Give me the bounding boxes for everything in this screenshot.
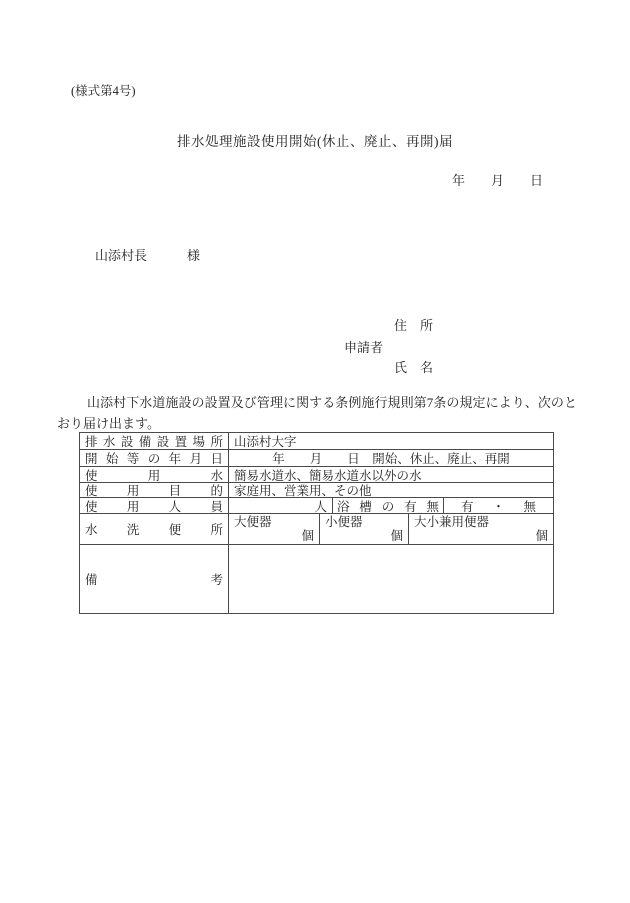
table-row-users-count: [80, 497, 553, 513]
row-label: 排 水 設 備 設 置 場 所: [85, 435, 223, 449]
body-paragraph: 山添村下水道施設の設置及び管理に関する条例施行規則第7条の規定により、次のとおり届け出ます。: [57, 395, 577, 431]
person-count-cell: [229, 498, 333, 513]
row-value-cell: [229, 450, 553, 466]
bathtub-presence-options: 有 ・ 無: [461, 499, 536, 514]
toilet-count-unit: 個: [535, 529, 548, 543]
toilet-type-label: 小便器: [325, 515, 363, 529]
date-line: 年 月 日: [451, 173, 543, 188]
table-row-flush-toilet: [80, 513, 553, 544]
toilet-type-label: 大小兼用便器: [414, 515, 490, 529]
row-label-cell: [80, 545, 229, 613]
bathtub-presence-label: 浴 槽 の 有 無: [337, 499, 439, 514]
applicant-name-label: 氏 名: [394, 360, 434, 375]
form-table: [79, 432, 554, 614]
toilet-cell-combined: [409, 514, 553, 544]
row-value-cell: [229, 498, 553, 513]
toilet-type-label: 大便器: [234, 515, 272, 529]
row-value-cell: [229, 514, 553, 544]
table-row-installation-place: [80, 433, 553, 449]
row-label: 備 考: [85, 573, 223, 587]
addressee-name: 山添村長: [95, 248, 148, 263]
row-value: 家庭用、営業用、その他: [234, 484, 372, 498]
row-value-cell: [229, 433, 553, 449]
toilet-cell-small: [320, 514, 409, 544]
row-label-cell: [80, 450, 229, 466]
toilet-count-unit: 個: [390, 529, 403, 543]
row-label: 開 始 等 の 年 月 日: [85, 452, 223, 466]
row-value: 山添村大字: [234, 435, 297, 449]
table-row-use-purpose: [80, 482, 553, 497]
table-row-remarks: [80, 544, 553, 613]
document-title: 排水処理施設使用開始(休止、廃止、再開)届: [177, 134, 453, 149]
applicant-address-label: 住 所: [394, 318, 434, 333]
person-unit: 人: [314, 499, 327, 514]
form-number: (様式第4号): [71, 84, 136, 98]
row-value: 簡易水道水、簡易水道水以外の水: [234, 468, 422, 483]
row-label: 使 用 水: [85, 468, 223, 483]
row-value-cell: [229, 483, 553, 497]
row-value: 年 月 日 開始、休止、廃止、再開: [272, 452, 510, 466]
bathtub-presence-label-cell: [333, 498, 444, 513]
row-label-cell: [80, 483, 229, 497]
addressee-line: [95, 248, 200, 264]
table-row-water-used: [80, 466, 553, 482]
row-value-cell: [229, 467, 553, 482]
row-label-cell: [80, 433, 229, 449]
row-label: 使 用 目 的: [85, 484, 223, 498]
row-label: 使 用 人 員: [85, 499, 223, 514]
bathtub-presence-options-cell: [444, 498, 553, 513]
row-label-cell: [80, 514, 229, 544]
table-row-start-date: [80, 449, 553, 466]
row-label-cell: [80, 467, 229, 482]
toilet-count-unit: 個: [301, 529, 314, 543]
remarks-value-cell: [229, 545, 553, 613]
applicant-label: 申請者: [344, 340, 384, 355]
row-label: 水 洗 便 所: [85, 523, 223, 537]
row-label-cell: [80, 498, 229, 513]
toilet-cell-large: [229, 514, 320, 544]
addressee-honorific: 様: [187, 248, 201, 263]
